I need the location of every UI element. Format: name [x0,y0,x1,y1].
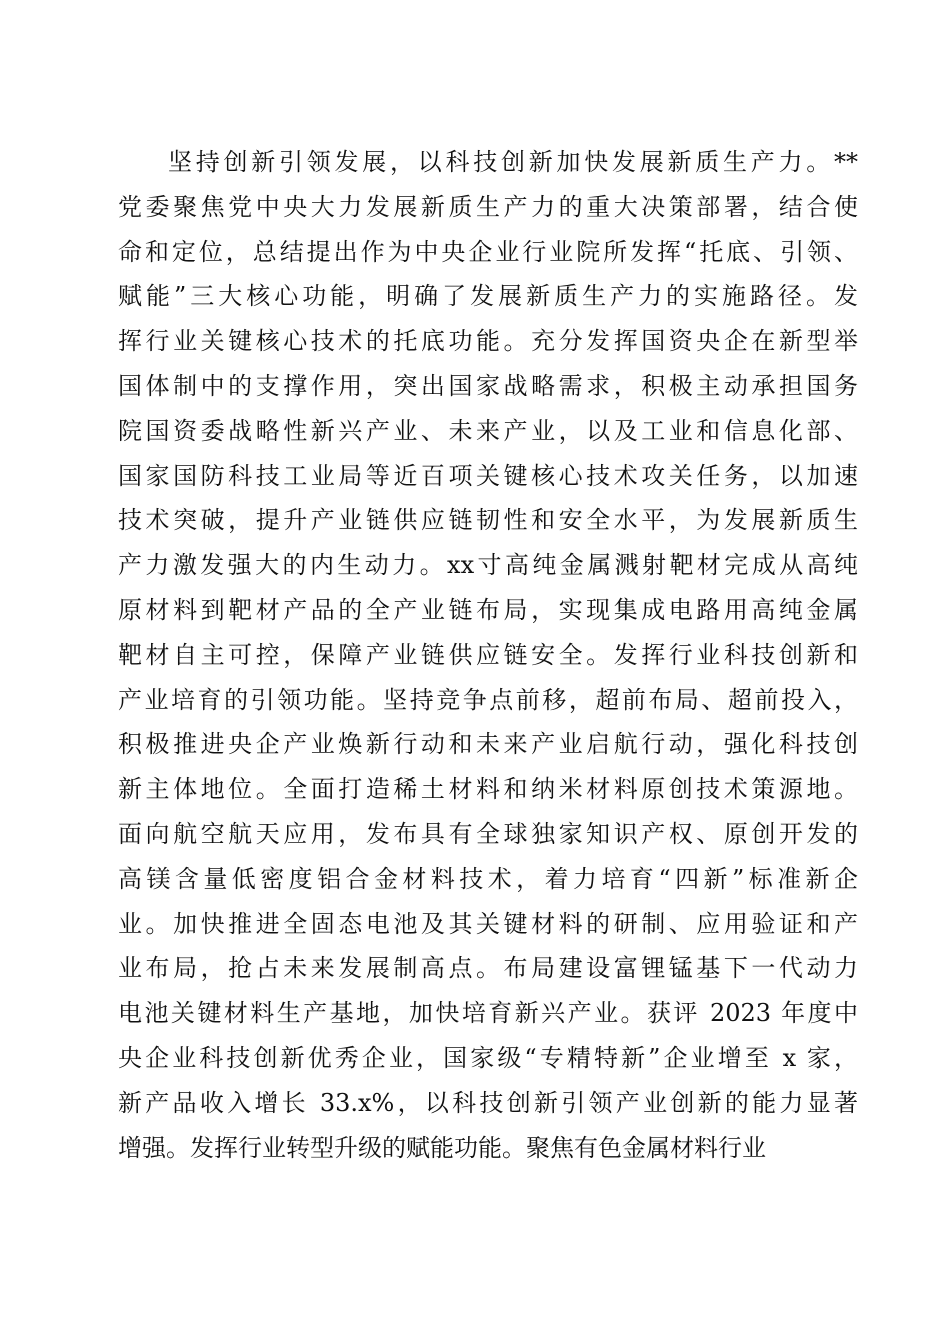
text-line: 产业培育的引领功能。坚持竞争点前移，超前布局、超前投入， [118,685,858,714]
text-line: 技术突破，提升产业链供应链韧性和安全水平，为发展新质生 [118,506,858,535]
text-line: 命和定位，总结提出作为中央企业行业院所发挥“托底、引领、 [118,237,858,266]
text-line: 业布局，抢占未来发展制高点。布局建设富锂锰基下一代动力 [118,954,858,983]
text-line: 业。加快推进全固态电池及其关键材料的研制、应用验证和产 [118,909,858,938]
text-line: 院国资委战略性新兴产业、未来产业，以及工业和信息化部、 [118,416,858,445]
text-line: 增强。发挥行业转型升级的赋能功能。聚焦有色金属材料行业 [118,1133,766,1162]
text-line: 央企业科技创新优秀企业，国家级“专精特新”企业增至 x 家， [118,1043,858,1072]
text-line: 产力激发强大的内生动力。xx寸高纯金属溅射靶材完成从高纯 [118,551,858,580]
text-line: 新主体地位。全面打造稀土材料和纳米材料原创技术策源地。 [118,775,858,804]
text-line: 坚持创新引领发展，以科技创新加快发展新质生产力。** [168,148,858,176]
text-line: 赋能”三大核心功能，明确了发展新质生产力的实施路径。发 [118,282,858,311]
text-line: 高镁含量低密度铝合金材料技术，着力培育“四新”标准新企 [118,864,858,893]
text-line: 电池关键材料生产基地，加快培育新兴产业。获评 2023 年度中 [118,999,858,1028]
body-paragraph [118,140,858,1170]
text-line: 面向航空航天应用，发布具有全球独家知识产权、原创开发的 [118,819,858,848]
text-line: 原材料到靶材产品的全产业链布局，实现集成电路用高纯金属 [118,595,858,624]
text-line: 靶材自主可控，保障产业链供应链安全。发挥行业科技创新和 [118,640,858,669]
text-line: 国体制中的支撑作用，突出国家战略需求，积极主动承担国务 [118,371,858,400]
text-line: 积极推进央企产业焕新行动和未来产业启航行动，强化科技创 [118,730,858,759]
text-line: 新产品收入增长 33.x%，以科技创新引领产业创新的能力显著 [118,1088,858,1117]
text-line: 挥行业关键核心技术的托底功能。充分发挥国资央企在新型举 [118,327,858,356]
text-line: 国家国防科技工业局等近百项关键核心技术攻关任务，以加速 [118,461,858,490]
text-line: 党委聚焦党中央大力发展新质生产力的重大决策部署，结合使 [118,192,858,221]
